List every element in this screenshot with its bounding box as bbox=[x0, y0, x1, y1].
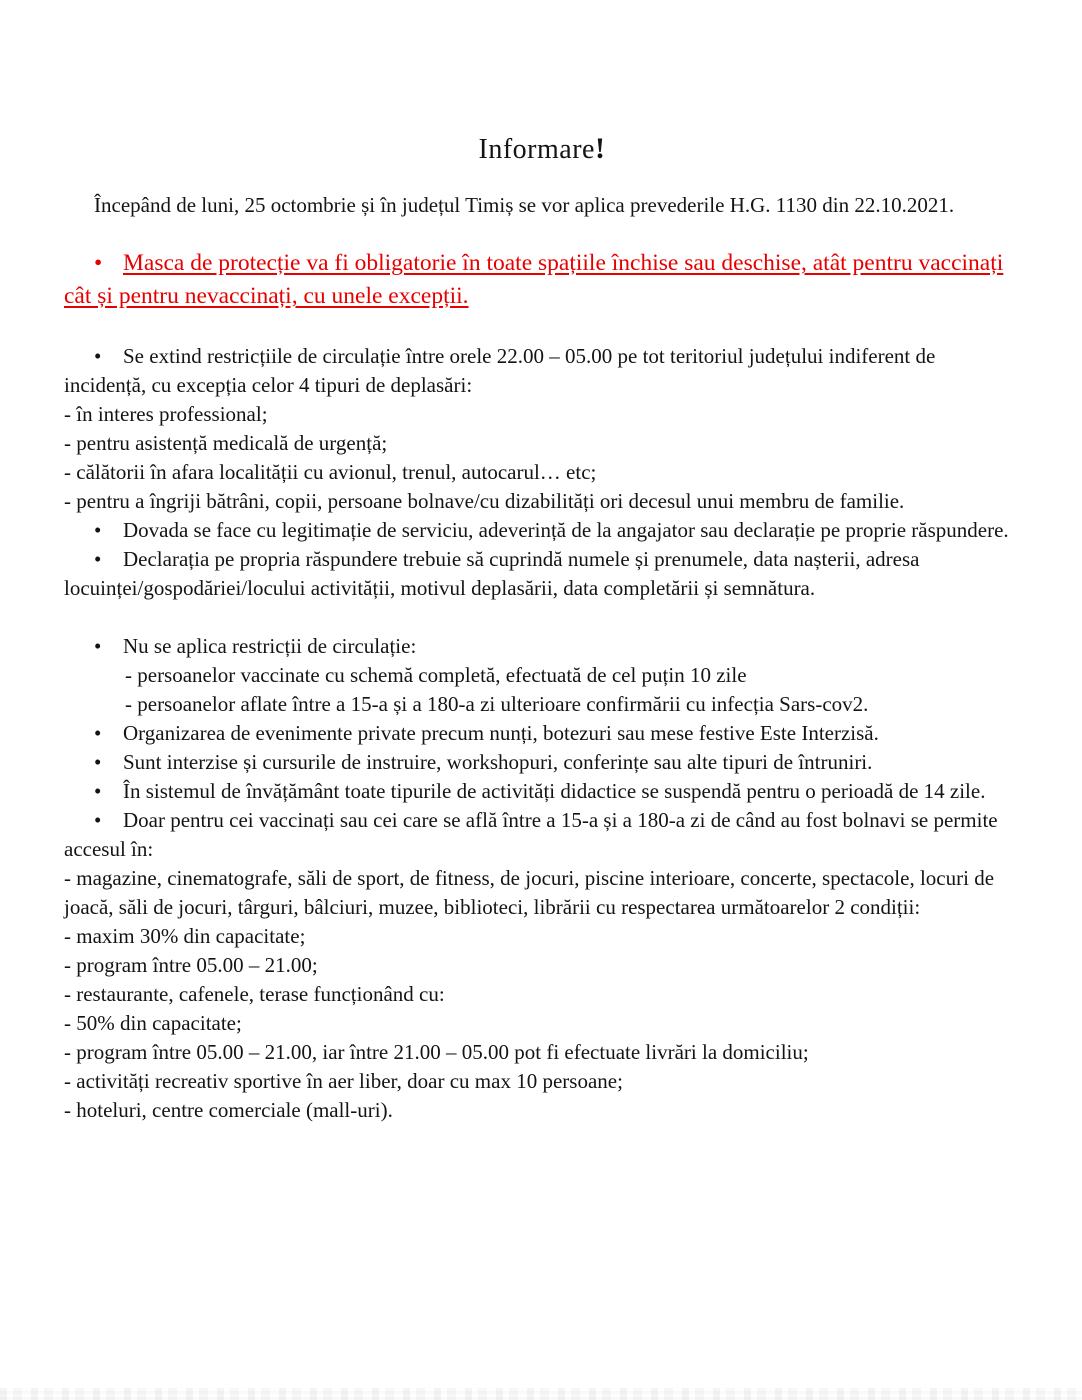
bullet-icon: • bbox=[94, 808, 102, 832]
proof-paragraph-text: Dovada se face cu legitimație de serviciu, adeverință de la angajator sau declarație pe proprie răspundere. bbox=[123, 518, 1009, 542]
intro-paragraph: Începând de luni, 25 octombrie și în județul Timiș se vor aplica prevederile H.G. 1130 din 22.10.2021. bbox=[94, 193, 955, 217]
schools-paragraph bbox=[64, 777, 1020, 806]
private-events-paragraph bbox=[64, 719, 1020, 748]
bullet-icon: • bbox=[94, 344, 102, 368]
access-item: - program între 05.00 – 21.00; bbox=[64, 953, 318, 977]
private-events-paragraph-text: Organizarea de evenimente private precum nunți, botezuri sau mese festive Este Interzisă. bbox=[123, 721, 879, 745]
bullet-icon: • bbox=[94, 750, 102, 774]
mask-mandatory-notice bbox=[64, 247, 1020, 313]
curfew-exception-item: - în interes professional; bbox=[64, 402, 268, 426]
curfew-exception-item: - pentru asistență medicală de urgență; bbox=[64, 431, 388, 455]
bullet-icon: • bbox=[94, 518, 102, 542]
page-title-text: Informare bbox=[478, 134, 595, 165]
no-restrictions-item: - persoanelor aflate între a 15-a și a 180-a zi ulterioare confirmării cu infecția Sars-cov2. bbox=[125, 692, 869, 716]
bullet-icon: • bbox=[94, 547, 102, 571]
access-item: - maxim 30% din capacitate; bbox=[64, 924, 306, 948]
mask-mandatory-notice-text: Masca de protecție va fi obligatorie în toate spațiile închise sau deschise, atât pentru vaccinați cât și pentru nevaccinați, cu unele excepții. bbox=[64, 250, 1004, 309]
access-lead-text: Doar pentru cei vaccinați sau cei care se află între a 15-a și a 180-a zi de când au fost bolnavi se permite accesul în: bbox=[64, 808, 998, 861]
access-item: - 50% din capacitate; bbox=[64, 1011, 242, 1035]
trainings-paragraph bbox=[64, 748, 1020, 777]
page-title-exclamation: ! bbox=[594, 132, 606, 165]
declaration-paragraph bbox=[64, 545, 1020, 603]
page-title bbox=[64, 132, 1020, 167]
proof-paragraph bbox=[64, 516, 1020, 545]
bullet-icon: • bbox=[94, 250, 103, 276]
scanner-noise-strip bbox=[0, 1388, 1082, 1400]
bullet-icon: • bbox=[94, 721, 102, 745]
curfew-exception-item: - pentru a îngriji bătrâni, copii, persoane bolnave/cu dizabilități ori decesul unui membru de familie. bbox=[64, 489, 905, 513]
schools-paragraph-text: În sistemul de învățământ toate tipurile de activități didactice se suspendă pentru o perioadă de 14 zile. bbox=[123, 779, 986, 803]
trainings-paragraph-text: Sunt interzise și cursurile de instruire, workshopuri, conferințe sau alte tipuri de întruniri. bbox=[123, 750, 873, 774]
curfew-restrictions-lead-text: Se extind restricțiile de circulație între orele 22.00 – 05.00 pe tot teritoriul județului indiferent de incidență, cu excepția celor 4 tipuri de deplasări: bbox=[64, 344, 936, 397]
no-restrictions-lead-text: Nu se aplica restricții de circulație: bbox=[123, 634, 417, 658]
no-restrictions-item: - persoanelor vaccinate cu schemă completă, efectuată de cel puțin 10 zile bbox=[125, 663, 747, 687]
access-item: - hoteluri, centre comerciale (mall-uri). bbox=[64, 1098, 393, 1122]
access-lead bbox=[64, 806, 1020, 864]
declaration-paragraph-text: Declarația pe propria răspundere trebuie să cuprindă numele și prenumele, data nașterii, adresa locuinței/gospodăriei/locului activității, motivul deplasării, data completării și semnătura. bbox=[64, 547, 920, 600]
access-item: - activități recreativ sportive în aer liber, doar cu max 10 persoane; bbox=[64, 1069, 623, 1093]
bullet-icon: • bbox=[94, 634, 102, 658]
access-item: - program între 05.00 – 21.00, iar între 21.00 – 05.00 pot fi efectuate livrări la domiciliu; bbox=[64, 1040, 809, 1064]
bullet-icon: • bbox=[94, 779, 102, 803]
curfew-restrictions-lead bbox=[64, 342, 1020, 400]
no-restrictions-lead bbox=[64, 632, 1020, 661]
access-item: - restaurante, cafenele, terase funcționând cu: bbox=[64, 982, 445, 1006]
access-item: - magazine, cinematografe, săli de sport, de fitness, de jocuri, piscine interioare, concerte, spectacole, locuri de joacă, săli de jocuri, târguri, bâlciuri, muzee, biblioteci, librării cu respectarea următoarelor 2 condiții: bbox=[64, 866, 995, 919]
curfew-exception-item: - călătorii în afara localității cu avionul, trenul, autocarul… etc; bbox=[64, 460, 597, 484]
